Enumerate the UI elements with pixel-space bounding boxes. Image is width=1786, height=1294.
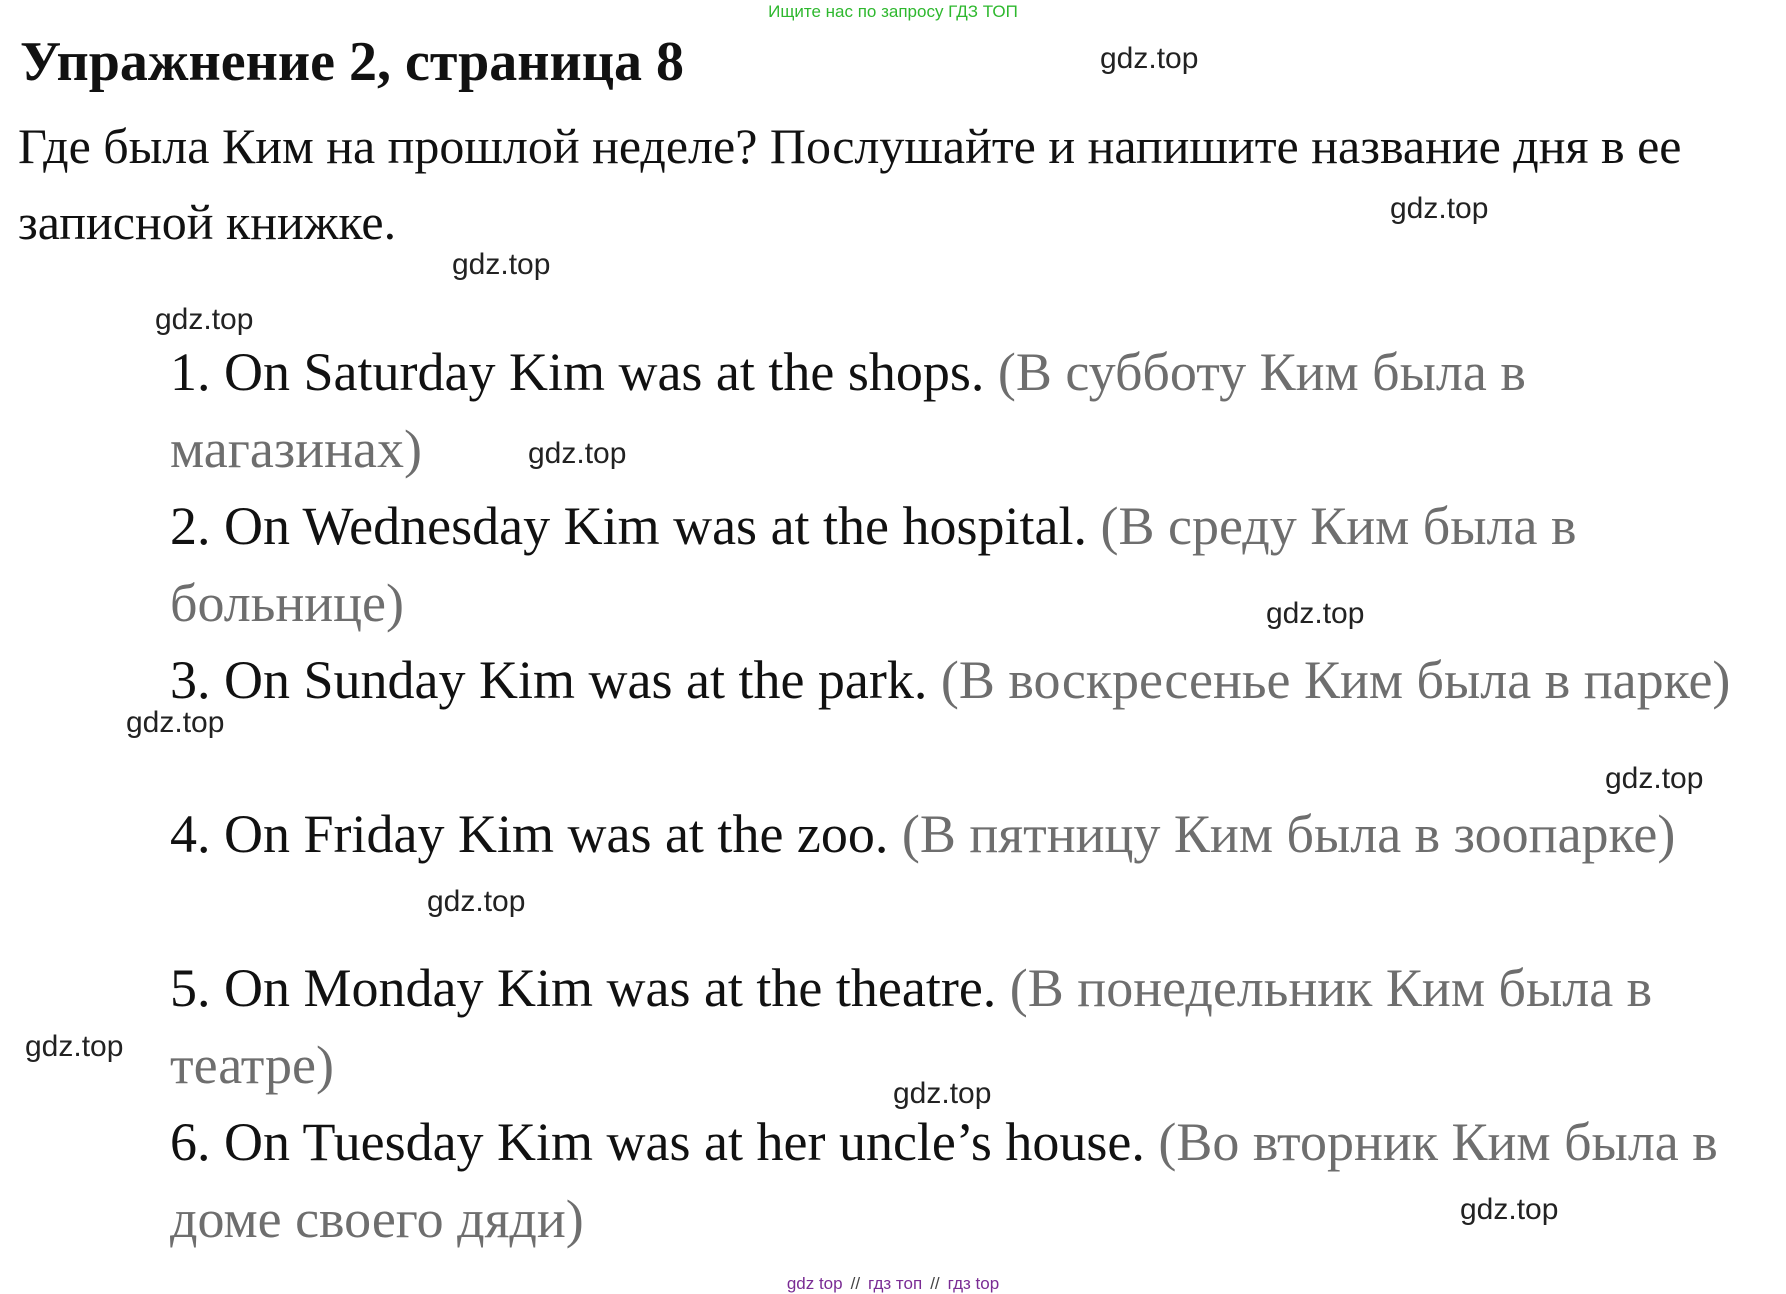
answer-text: 1. On Saturday Kim was at the shops. xyxy=(170,342,985,402)
answer-translation: (В субботу Ким была в магазинах) xyxy=(170,342,1526,479)
top-banner[interactable]: Ищите нас по запросу ГДЗ ТОП xyxy=(768,2,1018,21)
answer-item-4 xyxy=(170,796,1780,950)
watermark: gdz.top xyxy=(452,248,551,281)
watermark: gdz.top xyxy=(1605,762,1704,795)
watermark: gdz.top xyxy=(427,885,526,918)
watermark: gdz.top xyxy=(1100,42,1199,75)
answer-item-6 xyxy=(170,1104,1780,1258)
answer-item-2 xyxy=(170,488,1780,642)
footer-link[interactable]: гдз top xyxy=(947,1274,1000,1293)
watermark: gdz.top xyxy=(1266,597,1365,630)
answer-item-1 xyxy=(170,334,1780,488)
answer-list xyxy=(170,334,1780,1258)
watermark: gdz.top xyxy=(155,303,254,336)
footer-link[interactable]: гдз топ xyxy=(868,1274,923,1293)
footer-separator: // xyxy=(850,1274,861,1293)
watermark: gdz.top xyxy=(893,1077,992,1110)
answer-text: 4. On Friday Kim was at the zoo. xyxy=(170,804,889,864)
answer-item-3 xyxy=(170,642,1780,796)
answer-text: 5. On Monday Kim was at the theatre. xyxy=(170,958,997,1018)
watermark: gdz.top xyxy=(25,1030,124,1063)
answer-translation: (В пятницу Ким была в зоопарке) xyxy=(901,804,1676,864)
answer-translation: (В понедельник Ким была в театре) xyxy=(170,958,1653,1095)
footer-links xyxy=(0,1274,1786,1294)
answer-text: 2. On Wednesday Kim was at the hospital. xyxy=(170,496,1087,556)
watermark: gdz.top xyxy=(528,437,627,470)
watermark: gdz.top xyxy=(126,706,225,739)
watermark: gdz.top xyxy=(1460,1193,1559,1226)
footer-separator: // xyxy=(930,1274,940,1293)
task-instruction: Где была Ким на прошлой неделе? Послушайте и напишите название дня в ее записной книжке. xyxy=(18,118,1682,250)
footer-link[interactable]: gdz top xyxy=(786,1274,843,1293)
answer-translation: (В среду Ким была в больнице) xyxy=(170,496,1577,633)
watermark: gdz.top xyxy=(1390,192,1489,225)
exercise-heading: Упражнение 2, страница 8 xyxy=(20,31,685,93)
answer-translation: (В воскресенье Ким была в парке) xyxy=(940,650,1731,710)
answer-text: 3. On Sunday Kim was at the park. xyxy=(170,650,928,710)
answer-translation: (Во вторник Ким была в доме своего дяди) xyxy=(170,1112,1718,1249)
answer-text: 6. On Tuesday Kim was at her uncle’s house. xyxy=(170,1112,1145,1172)
